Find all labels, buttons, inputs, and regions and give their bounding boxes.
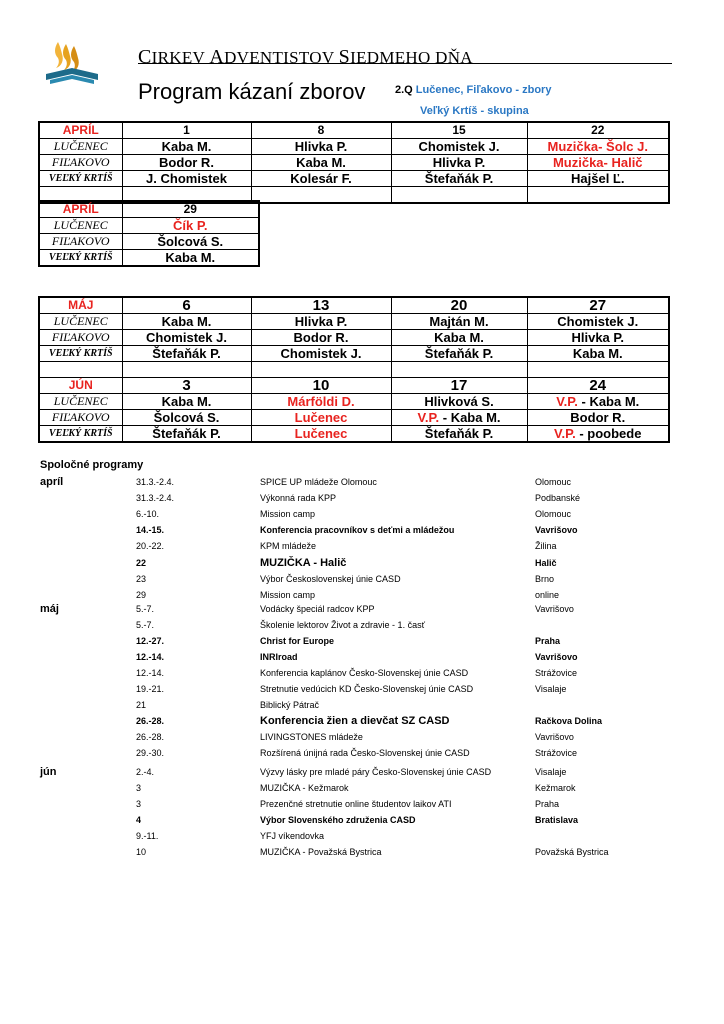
preacher-cell: Bodor R.	[122, 155, 251, 171]
date-cell: 6	[122, 297, 251, 314]
church-label: FIĽAKOVO	[39, 410, 122, 426]
month-label: APRÍL	[39, 201, 122, 218]
preacher-cell: Hlivka P.	[527, 330, 669, 346]
preacher-cell: Hlivka P.	[391, 155, 527, 171]
preacher-cell: J. Chomistek	[122, 171, 251, 187]
preacher-cell: Muzička- Šolc J.	[527, 139, 669, 155]
table-row	[39, 410, 669, 426]
month-label: JÚN	[39, 378, 122, 394]
preacher-cell: Muzička- Halič	[527, 155, 669, 171]
table-row	[39, 330, 669, 346]
preacher-cell: Chomistek J.	[527, 314, 669, 330]
preacher-cell: Štefaňák P.	[122, 426, 251, 443]
preacher-cell: Kaba M.	[391, 330, 527, 346]
preacher-cell: Hlivka P.	[251, 139, 391, 155]
date-cell: 8	[251, 122, 391, 139]
preacher-cell: Chomistek J.	[251, 346, 391, 362]
date-cell: 22	[527, 122, 669, 139]
preacher-cell: Lučenec	[251, 426, 391, 443]
table-row	[39, 314, 669, 330]
date-cell: 15	[391, 122, 527, 139]
preacher-cell: Čík P.	[122, 218, 259, 234]
church-label: LUČENEC	[39, 314, 122, 330]
subtitle-group: Veľký Krtíš - skupina	[420, 105, 529, 117]
preacher-cell: Šolcová S.	[122, 234, 259, 250]
church-label: LUČENEC	[39, 218, 122, 234]
date-cell: 13	[251, 297, 391, 314]
preacher-cell: Kolesár F.	[251, 171, 391, 187]
preacher-cell: Lučenec	[251, 410, 391, 426]
church-label: VEĽKÝ KRTÍŠ	[39, 426, 122, 443]
date-cell: 10	[251, 378, 391, 394]
preacher-cell: Márföldi D.	[251, 394, 391, 410]
table-header-row	[39, 201, 259, 218]
preacher-cell: Hlivka P.	[251, 314, 391, 330]
preacher-cell: Kaba M.	[122, 394, 251, 410]
preacher-cell: V.P. - poobede	[527, 426, 669, 443]
table-row	[39, 155, 669, 171]
table-row-empty	[39, 362, 669, 378]
date-cell: 20	[391, 297, 527, 314]
preacher-cell: V.P. - Kaba M.	[391, 410, 527, 426]
schedule-table-april	[38, 121, 670, 204]
table-row	[39, 171, 669, 187]
table-row	[39, 426, 669, 443]
table-header-row	[39, 122, 669, 139]
preacher-cell: Kaba M.	[527, 346, 669, 362]
date-cell: 3	[122, 378, 251, 394]
date-cell: 24	[527, 378, 669, 394]
church-label: LUČENEC	[39, 139, 122, 155]
church-label: FIĽAKOVO	[39, 155, 122, 171]
preacher-cell: Hajšel Ľ.	[527, 171, 669, 187]
subtitle-places: 2.Q Lučenec, Fiľakovo - zbory	[395, 84, 552, 96]
date-cell: 29	[122, 201, 259, 218]
preacher-cell: Chomistek J.	[391, 139, 527, 155]
date-cell: 1	[122, 122, 251, 139]
preacher-cell: Štefaňák P.	[122, 346, 251, 362]
table-row	[39, 218, 259, 234]
preacher-cell: V.P. - Kaba M.	[527, 394, 669, 410]
table-row	[39, 139, 669, 155]
preacher-cell: Chomistek J.	[122, 330, 251, 346]
preacher-cell: Štefaňák P.	[391, 171, 527, 187]
date-cell: 17	[391, 378, 527, 394]
church-label: LUČENEC	[39, 394, 122, 410]
preacher-cell: Bodor R.	[527, 410, 669, 426]
preacher-cell: Štefaňák P.	[391, 346, 527, 362]
month-label: MÁJ	[39, 297, 122, 314]
table-row	[39, 394, 669, 410]
page-title: Program kázaní zborov	[138, 79, 366, 104]
month-label: APRÍL	[39, 122, 122, 139]
preacher-cell: Kaba M.	[122, 250, 259, 267]
church-label: FIĽAKOVO	[39, 234, 122, 250]
header-divider	[138, 63, 672, 64]
preacher-cell: Hlivková S.	[391, 394, 527, 410]
table-row	[39, 346, 669, 362]
preacher-cell: Kaba M.	[122, 139, 251, 155]
preacher-cell: Majtán M.	[391, 314, 527, 330]
schedule-table-april-2	[38, 200, 260, 267]
church-label: VEĽKÝ KRTÍŠ	[39, 250, 122, 267]
table-header-row	[39, 378, 669, 394]
church-label: VEĽKÝ KRTÍŠ	[39, 171, 122, 187]
church-logo-icon	[42, 40, 102, 88]
programs-title: Spoločné programy	[40, 459, 144, 471]
table-header-row	[39, 297, 669, 314]
schedule-table-maj-jun	[38, 296, 670, 443]
preacher-cell: Štefaňák P.	[391, 426, 527, 443]
preacher-cell: Kaba M.	[251, 155, 391, 171]
church-label: FIĽAKOVO	[39, 330, 122, 346]
date-cell: 27	[527, 297, 669, 314]
preacher-cell: Bodor R.	[251, 330, 391, 346]
organization-name: CIRKEV ADVENTISTOV SIEDMEHO DŇA	[138, 46, 473, 68]
table-row	[39, 250, 259, 267]
preacher-cell: Šolcová S.	[122, 410, 251, 426]
preacher-cell: Kaba M.	[122, 314, 251, 330]
table-row	[39, 234, 259, 250]
church-label: VEĽKÝ KRTÍŠ	[39, 346, 122, 362]
